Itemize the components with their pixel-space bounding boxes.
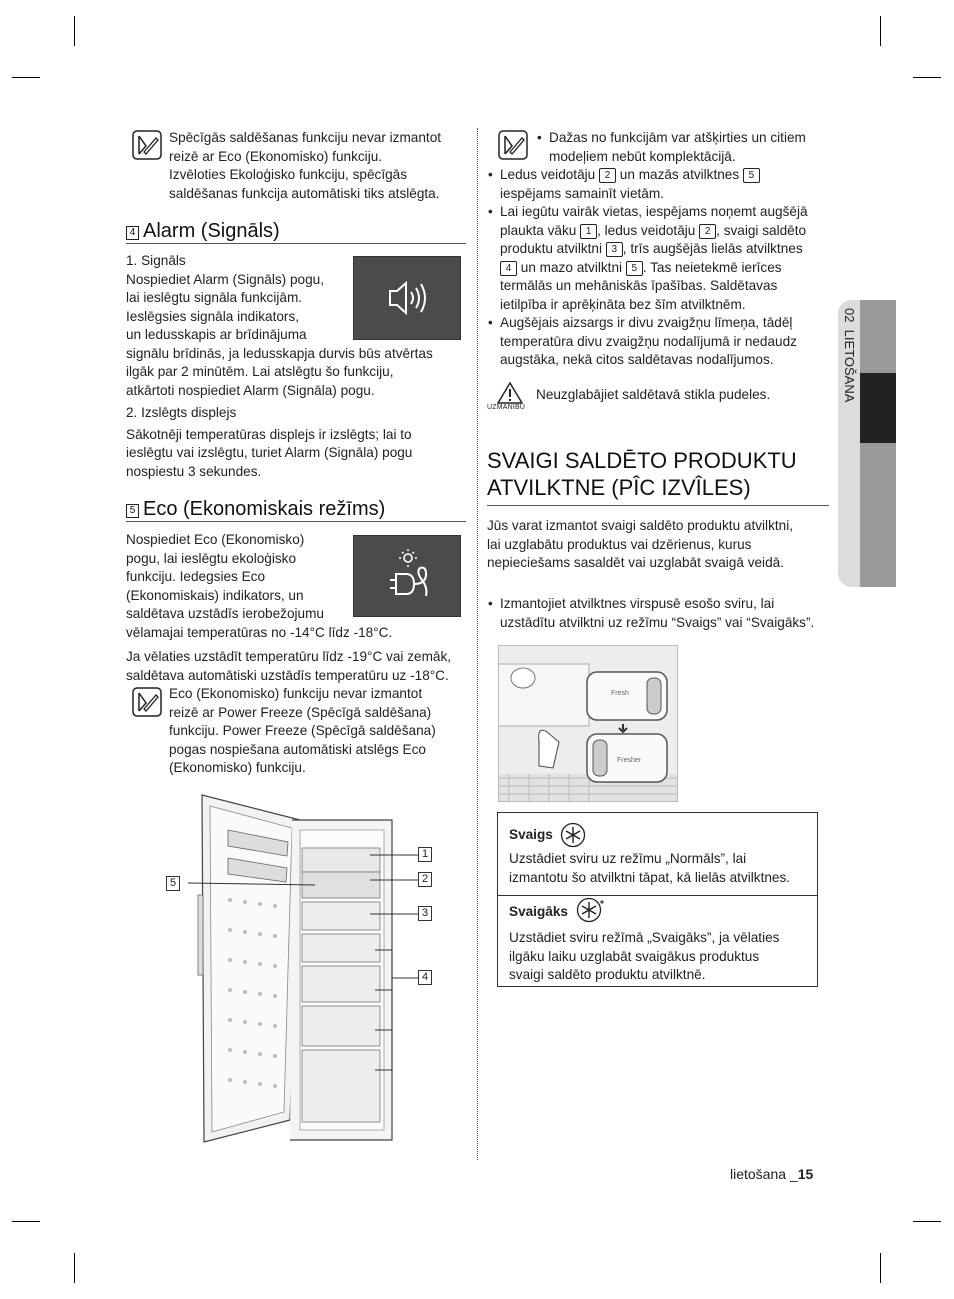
alarm-section: 1. Signāls Nospiediet Alarm (Signāls) pogu, lai ieslēgtu signāla funkcijām. Ieslēgsies signāla indikators, un ledusskapis ar brīdinājuma signālu brīdinās, ja ledusskapja durvis būs atvērtas ilgāk par 2 minūtēm. Lai atslēgtu šo funkciju, atkārtoti nospiediet Alarm (Signāla) pogu. 2. Izslēgts displejs Sākotnēji temperatūras displejs ir izslēgts; lai to ieslēgtu vai izslēgtu, turiet Alarm (Signāla) pogu nospiestu 3 sekundes. <box>126 253 433 479</box>
note-top-right: • Dažas no funkcijām var atšķirties un citiem modeļiem nebūt komplektācijā. <box>536 129 836 166</box>
section-heading: SVAIGI SALDĒTO PRODUKTU ATVILKTNE (PÎC IZVÎLES) <box>487 448 797 500</box>
mode-title-svaigs: Svaigs <box>509 827 553 842</box>
mode-table <box>497 812 818 987</box>
switch-fresh-label: Fresh <box>611 690 629 697</box>
snowflake-plus-icon <box>576 897 608 923</box>
snowflake-icon <box>560 822 586 848</box>
mode-row-svaigs <box>498 813 817 896</box>
side-tab-label: 02 LIETOŠANA <box>842 308 857 403</box>
intro-paragraph: Jūs varat izmantot svaigi saldēto produktu atvilktni, lai uzglabātu produktus vai dzērienus, kurus nepieciešams sasaldēt vai uzglabāt svaigā veidā. <box>487 518 794 570</box>
crop-mark <box>880 16 881 46</box>
freezer-diagram <box>160 790 440 1150</box>
diagram-label-1: 1 <box>418 847 432 862</box>
note-icon <box>498 130 528 160</box>
crop-mark <box>74 1253 75 1283</box>
speaker-icon <box>354 257 460 339</box>
crop-mark <box>913 77 941 78</box>
switch-fresher-label: Fresher <box>617 757 642 764</box>
eco-heading: 5 Eco (Ekonomiskais režīms) <box>126 497 385 521</box>
caution-icon <box>497 382 523 404</box>
part-number-box: 3 <box>606 242 623 257</box>
side-tab <box>838 300 896 587</box>
part-number-box: 1 <box>580 224 597 239</box>
eco-section: Nospiediet Eco (Ekonomisko) pogu, lai ieslēgtu ekoloģisko funkciju. Iedegsies Eco (Ekonomiskais) indikators, un saldētava uzstādīs ierobežojumu vēlamajai temperatūras no -14°C līdz -18°C. Ja vēlaties uzstādīt temperatūru līdz -19°C vai zemāk, saldētava automātiski uzstādīs temperatūru uz -18°C. <box>126 532 452 683</box>
crop-mark <box>74 16 75 46</box>
note-icon <box>132 130 162 160</box>
part-number-box: 2 <box>599 168 616 183</box>
caution-text: Neuzglabājiet saldētavā stikla pudeles. <box>536 387 771 402</box>
diagram-label-4: 4 <box>418 970 432 985</box>
mode-title-svaigaks: Svaigāks <box>509 904 568 919</box>
part-number-box: 5 <box>743 168 760 183</box>
drawer-switch-image <box>498 645 678 802</box>
diagram-label-3: 3 <box>418 906 432 921</box>
heading-rule <box>126 243 466 244</box>
bullet-item: • Ledus veidotāju 2 un mazās atvilktnes 5 iespējams samainīt vietām. <box>487 166 832 203</box>
heading-rule <box>487 505 829 506</box>
heading-rule <box>126 521 466 522</box>
bullet-item: • Lai iegūtu vairāk vietas, iespējams noņemt augšējā plaukta vāku 1 , ledus veidotāju 2 , svaigi saldēto produktu atvilktni 3 , trīs augšējās lielās atvilktnes 4 un mazo atvilktni 5 . Tas neietekmē ierīces termālās un mehāniskās īpašības. Saldētavas ietilpība ir aprēķināta bez šīm atvilktnēm. <box>487 203 832 314</box>
part-number-box: 4 <box>500 261 517 276</box>
crop-mark <box>880 1253 881 1283</box>
alarm-button-image <box>353 256 461 340</box>
alarm-heading: 4 Alarm (Signāls) <box>126 219 280 243</box>
mode-text-svaigaks: Uzstādiet sviru režīmā „Svaigāks”, ja vēlaties ilgāku laiku uzglabāt svaigākus produktus svaigi saldēto produktu atvilktnē. <box>509 930 780 982</box>
part-number-box: 2 <box>699 224 716 239</box>
column-divider <box>477 128 478 1160</box>
page-footer: lietošana _15 <box>730 1166 814 1182</box>
crop-mark <box>913 1221 941 1222</box>
note-top-left: Spēcīgās saldēšanas funkciju nevar izmantot reizē ar Eco (Ekonomisko) funkciju. Izvēloties Ekoloģisko funkciju, spēcīgās saldēšanas funkcija automātiski tiks atslēgta. <box>169 130 442 201</box>
crop-mark <box>12 77 40 78</box>
mode-text-svaigs: Uzstādiet sviru uz režīmu „Normāls”, lai izmantotu šo atvilktni tāpat, kā lielās atvilktnes. <box>509 851 791 885</box>
crop-mark <box>12 1221 40 1222</box>
bullet-item: • Augšējais aizsargs ir divu zvaigžņu līmeņa, tādēļ temperatūra divu zvaigžņu nodalījumā ir nedaudz augstāka, nekā citos saldētavas nodalījumos. <box>487 314 832 370</box>
eco-plug-icon <box>354 536 460 616</box>
bullet-switch: • Izmantojiet atvilktnes virspusē esošo sviru, lai uzstādītu atvilktni uz režīmu “Svaigs” vai “Svaigāks”. <box>487 595 832 632</box>
caution-label: UZMANĪBU <box>487 404 526 411</box>
eco-note: Eco (Ekonomisko) funkciju nevar izmantot reizē ar Power Freeze (Spēcīgā saldēšana) funkciju. Power Freeze (Spēcīgā saldēšana) pogas nospiešana automātiski atslēgs Eco (Ekonomisko) funkciju. <box>169 686 436 775</box>
part-number-box: 5 <box>626 261 643 276</box>
bullet-list <box>487 166 832 370</box>
diagram-label-2: 2 <box>418 872 432 887</box>
note-icon <box>132 687 162 717</box>
diagram-label-5: 5 <box>166 876 180 891</box>
eco-button-image <box>353 535 461 617</box>
drawer-illustration <box>499 646 677 801</box>
